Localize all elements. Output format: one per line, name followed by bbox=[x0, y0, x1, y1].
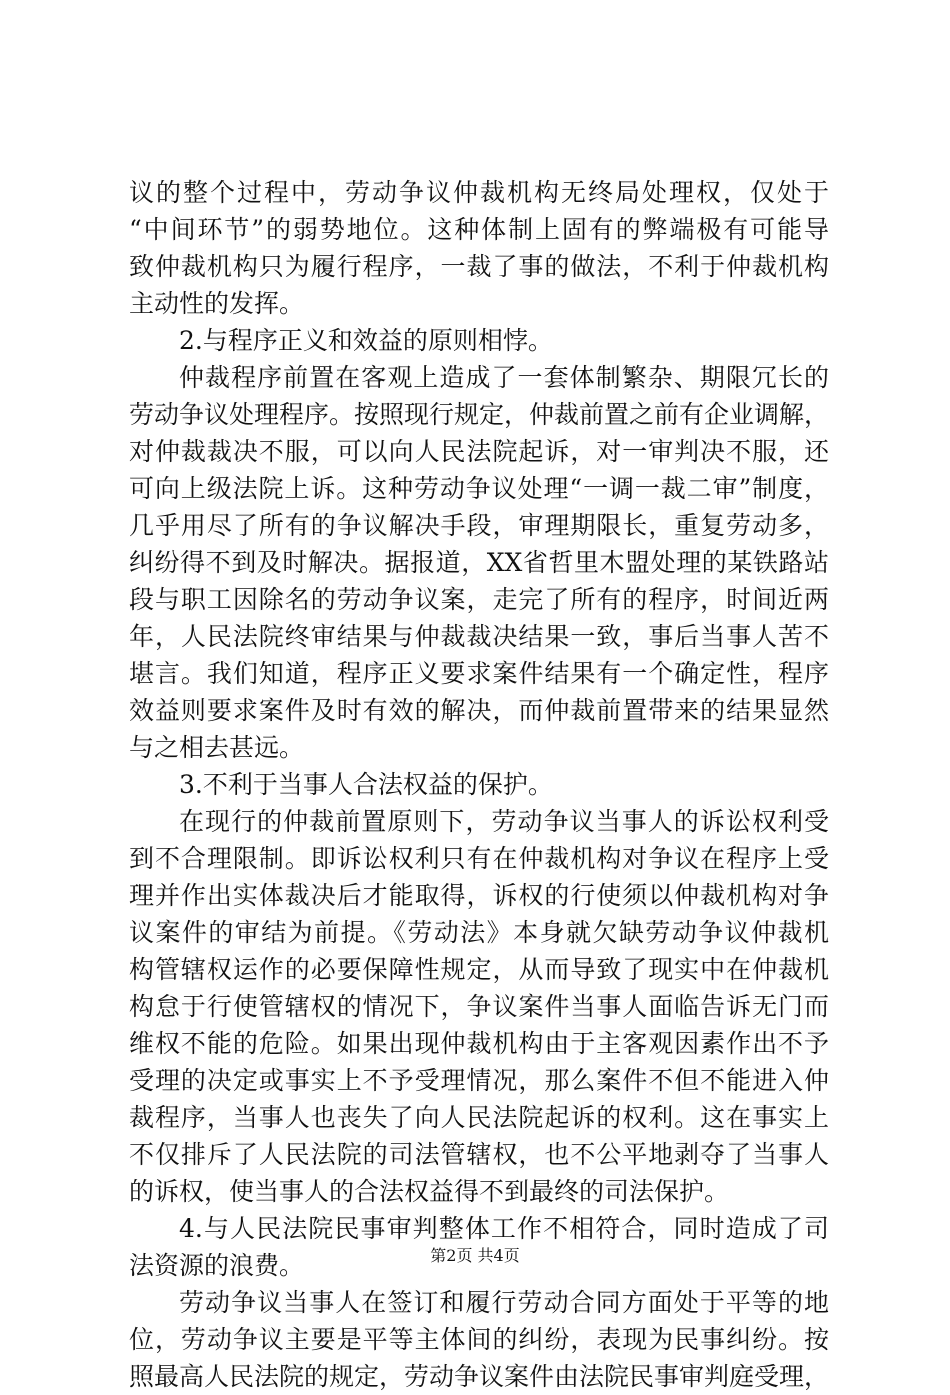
page-number-label: 第2页 共4页 bbox=[430, 1246, 520, 1265]
text-line: 3.不利于当事人合法权益的保护。 bbox=[179, 770, 553, 799]
text-line: 在现行的仲裁前置原则下，劳动争议当事人的诉讼权利受 bbox=[179, 807, 829, 836]
text-line: 受理的决定或事实上不予受理情况，那么案件不但不能进入仲 bbox=[129, 1066, 829, 1095]
text-line: 到不合理限制。即诉讼权利只有在仲裁机构对争议在程序上受 bbox=[129, 844, 829, 873]
text-line: 几乎用尽了所有的争议解决手段，审理期限长，重复劳动多， bbox=[129, 511, 829, 540]
text-line: 4.与人民法院民事审判整体工作不相符合，同时造成了司 bbox=[179, 1214, 829, 1243]
text-line: 构管辖权运作的必要保障性规定，从而导致了现实中在仲裁机 bbox=[129, 955, 829, 984]
text-line: 法资源的浪费。 bbox=[129, 1251, 305, 1280]
text-line: 劳动争议处理程序。按照现行规定，仲裁前置之前有企业调解， bbox=[129, 400, 830, 429]
text-line: 纠纷得不到及时解决。据报道，XX省哲里木盟处理的某铁路站 bbox=[129, 548, 829, 577]
document-body bbox=[129, 174, 829, 1395]
text-line: 理并作出实体裁决后才能取得，诉权的行使须以仲裁机构对争 bbox=[129, 881, 829, 910]
text-line: 议的整个过程中，劳动争议仲裁机构无终局处理权，仅处于 bbox=[129, 178, 829, 207]
text-line: 2.与程序正义和效益的原则相悖。 bbox=[179, 326, 553, 355]
text-line: 主动性的发挥。 bbox=[129, 289, 305, 318]
text-line: 构怠于行使管辖权的情况下，争议案件当事人面临告诉无门而 bbox=[129, 992, 829, 1021]
page-footer bbox=[0, 1246, 950, 1266]
text-line: 不仅排斥了人民法院的司法管辖权，也不公平地剥夺了当事人 bbox=[129, 1140, 829, 1169]
text-line: 对仲裁裁决不服，可以向人民法院起诉，对一审判决不服，还 bbox=[129, 437, 829, 466]
text-line: 的诉权，使当事人的合法权益得不到最终的司法保护。 bbox=[129, 1177, 730, 1206]
text-line: “中间环节”的弱势地位。这种体制上固有的弊端极有可能导 bbox=[129, 215, 829, 244]
text-line: 与之相去甚远。 bbox=[129, 733, 305, 762]
text-line: 段与职工因除名的劳动争议案，走完了所有的程序，时间近两 bbox=[129, 585, 829, 614]
text-line: 维权不能的危险。如果出现仲裁机构由于主客观因素作出不予 bbox=[129, 1029, 829, 1058]
text-line: 年，人民法院终审结果与仲裁裁决结果一致，事后当事人苦不 bbox=[129, 622, 829, 651]
text-line: 劳动争议当事人在签订和履行劳动合同方面处于平等的地 bbox=[179, 1288, 829, 1317]
text-line: 致仲裁机构只为履行程序，一裁了事的做法，不利于仲裁机构 bbox=[129, 252, 829, 281]
text-line: 议案件的审结为前提。《劳动法》本身就欠缺劳动争议仲裁机 bbox=[129, 918, 829, 947]
text-line: 仲裁程序前置在客观上造成了一套体制繁杂、期限冗长的 bbox=[179, 363, 829, 392]
text-line: 位，劳动争议主要是平等主体间的纠纷，表现为民事纠纷。按 bbox=[129, 1325, 829, 1354]
text-line: 照最高人民法院的规定，劳动争议案件由法院民事审判庭受理， bbox=[129, 1362, 830, 1391]
text-line: 效益则要求案件及时有效的解决，而仲裁前置带来的结果显然 bbox=[129, 696, 829, 725]
text-line: 裁程序，当事人也丧失了向人民法院起诉的权利。这在事实上 bbox=[129, 1103, 829, 1132]
text-line: 堪言。我们知道，程序正义要求案件结果有一个确定性，程序 bbox=[129, 659, 829, 688]
text-line: 可向上级法院上诉。这种劳动争议处理“一调一裁二审”制度， bbox=[129, 474, 829, 503]
